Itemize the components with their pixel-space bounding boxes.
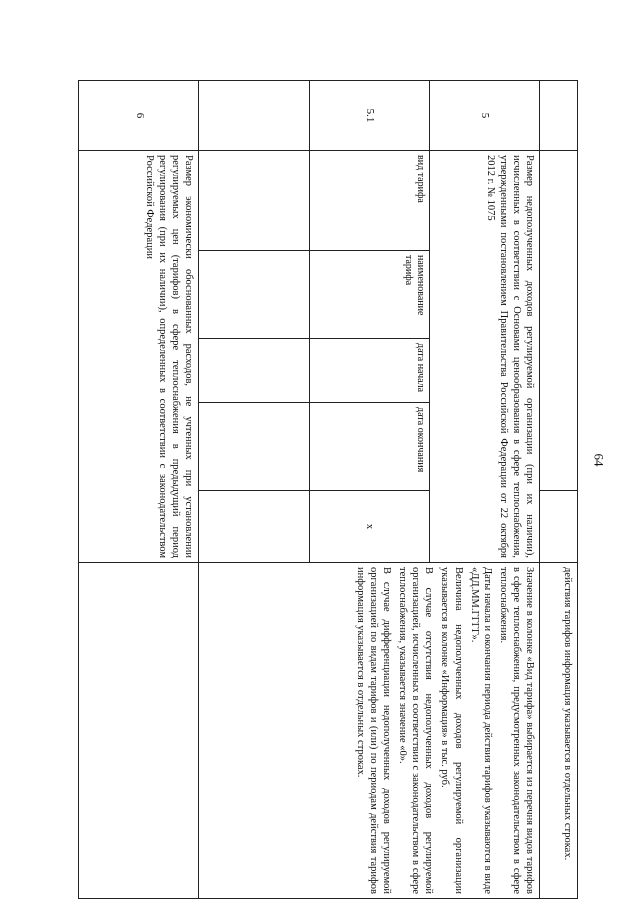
note-paragraph: В случае отсутствия недополученных доходов регулируемой организацией, исчисленных в соответствии с законодательством в сфере теплоснабжения, указывается значение «0». <box>397 567 435 894</box>
row-number <box>540 81 578 151</box>
sub-header-tariff-name: наименование тарифа <box>309 251 429 339</box>
table-row <box>540 81 578 899</box>
row-number: 6 <box>79 81 200 151</box>
row-description: Размер недополученных доходов регулируемой организации (при их наличии), исчисленных в соответствии с Основами ценообразования в сфере теплоснабжения, утвержденными постановлением Правительства Российской Федерации от 22 октября 2012 г. № 1075 <box>430 151 540 563</box>
row-mark <box>199 491 309 563</box>
note-paragraph: Величина недополученных доходов регулируемой организации указывается в колонке «Информация» в тыс. руб. <box>439 567 464 894</box>
row-number: 5 <box>430 81 540 151</box>
row-description <box>540 151 578 491</box>
sub-header-start-date: дата начала <box>309 339 429 403</box>
empty-cell <box>199 251 309 339</box>
row-number <box>199 81 309 151</box>
row-description: Размер экономически обоснованных расходов, не учтенных при установлении регулируемых цен (тарифов) в сфере теплоснабжения в предыдущий период регулирования (при их наличии), определенных в соответствии с законодательством Российской Федерации <box>79 151 200 563</box>
row-note <box>79 563 200 899</box>
note-paragraph: Значение в колонке «Вид тарифа» выбирается из перечня видов тарифов в сфере теплоснабжения, предусмотренных законодательством в сфере теплоснабжения. <box>497 567 536 894</box>
disclosure-table <box>78 80 578 899</box>
page-number: 64 <box>591 453 607 467</box>
table-row <box>79 81 200 899</box>
row-mark: x <box>309 491 429 563</box>
table-row <box>430 81 540 899</box>
note-paragraph: Даты начала и окончания периода действия тарифов указываются в виде «ДД.ММ.ГГГГ». <box>468 567 493 894</box>
note-paragraph: В случае дифференциации недополученных доходов регулируемой организацией по видам тарифов и (или) по периодам действия тарифов информация указывается в отдельных строках. <box>354 567 392 894</box>
sub-header-tariff-type: вид тарифа <box>309 151 429 251</box>
empty-cell <box>199 403 309 491</box>
empty-cell <box>199 339 309 403</box>
sub-header-end-date: дата окончания <box>309 403 429 491</box>
row-note <box>199 563 540 899</box>
empty-cell <box>199 151 309 251</box>
row-note: действия тарифов информация указывается в отдельных строках. <box>540 563 578 899</box>
row-mark <box>540 491 578 563</box>
row-number: 5.1 <box>309 81 429 151</box>
